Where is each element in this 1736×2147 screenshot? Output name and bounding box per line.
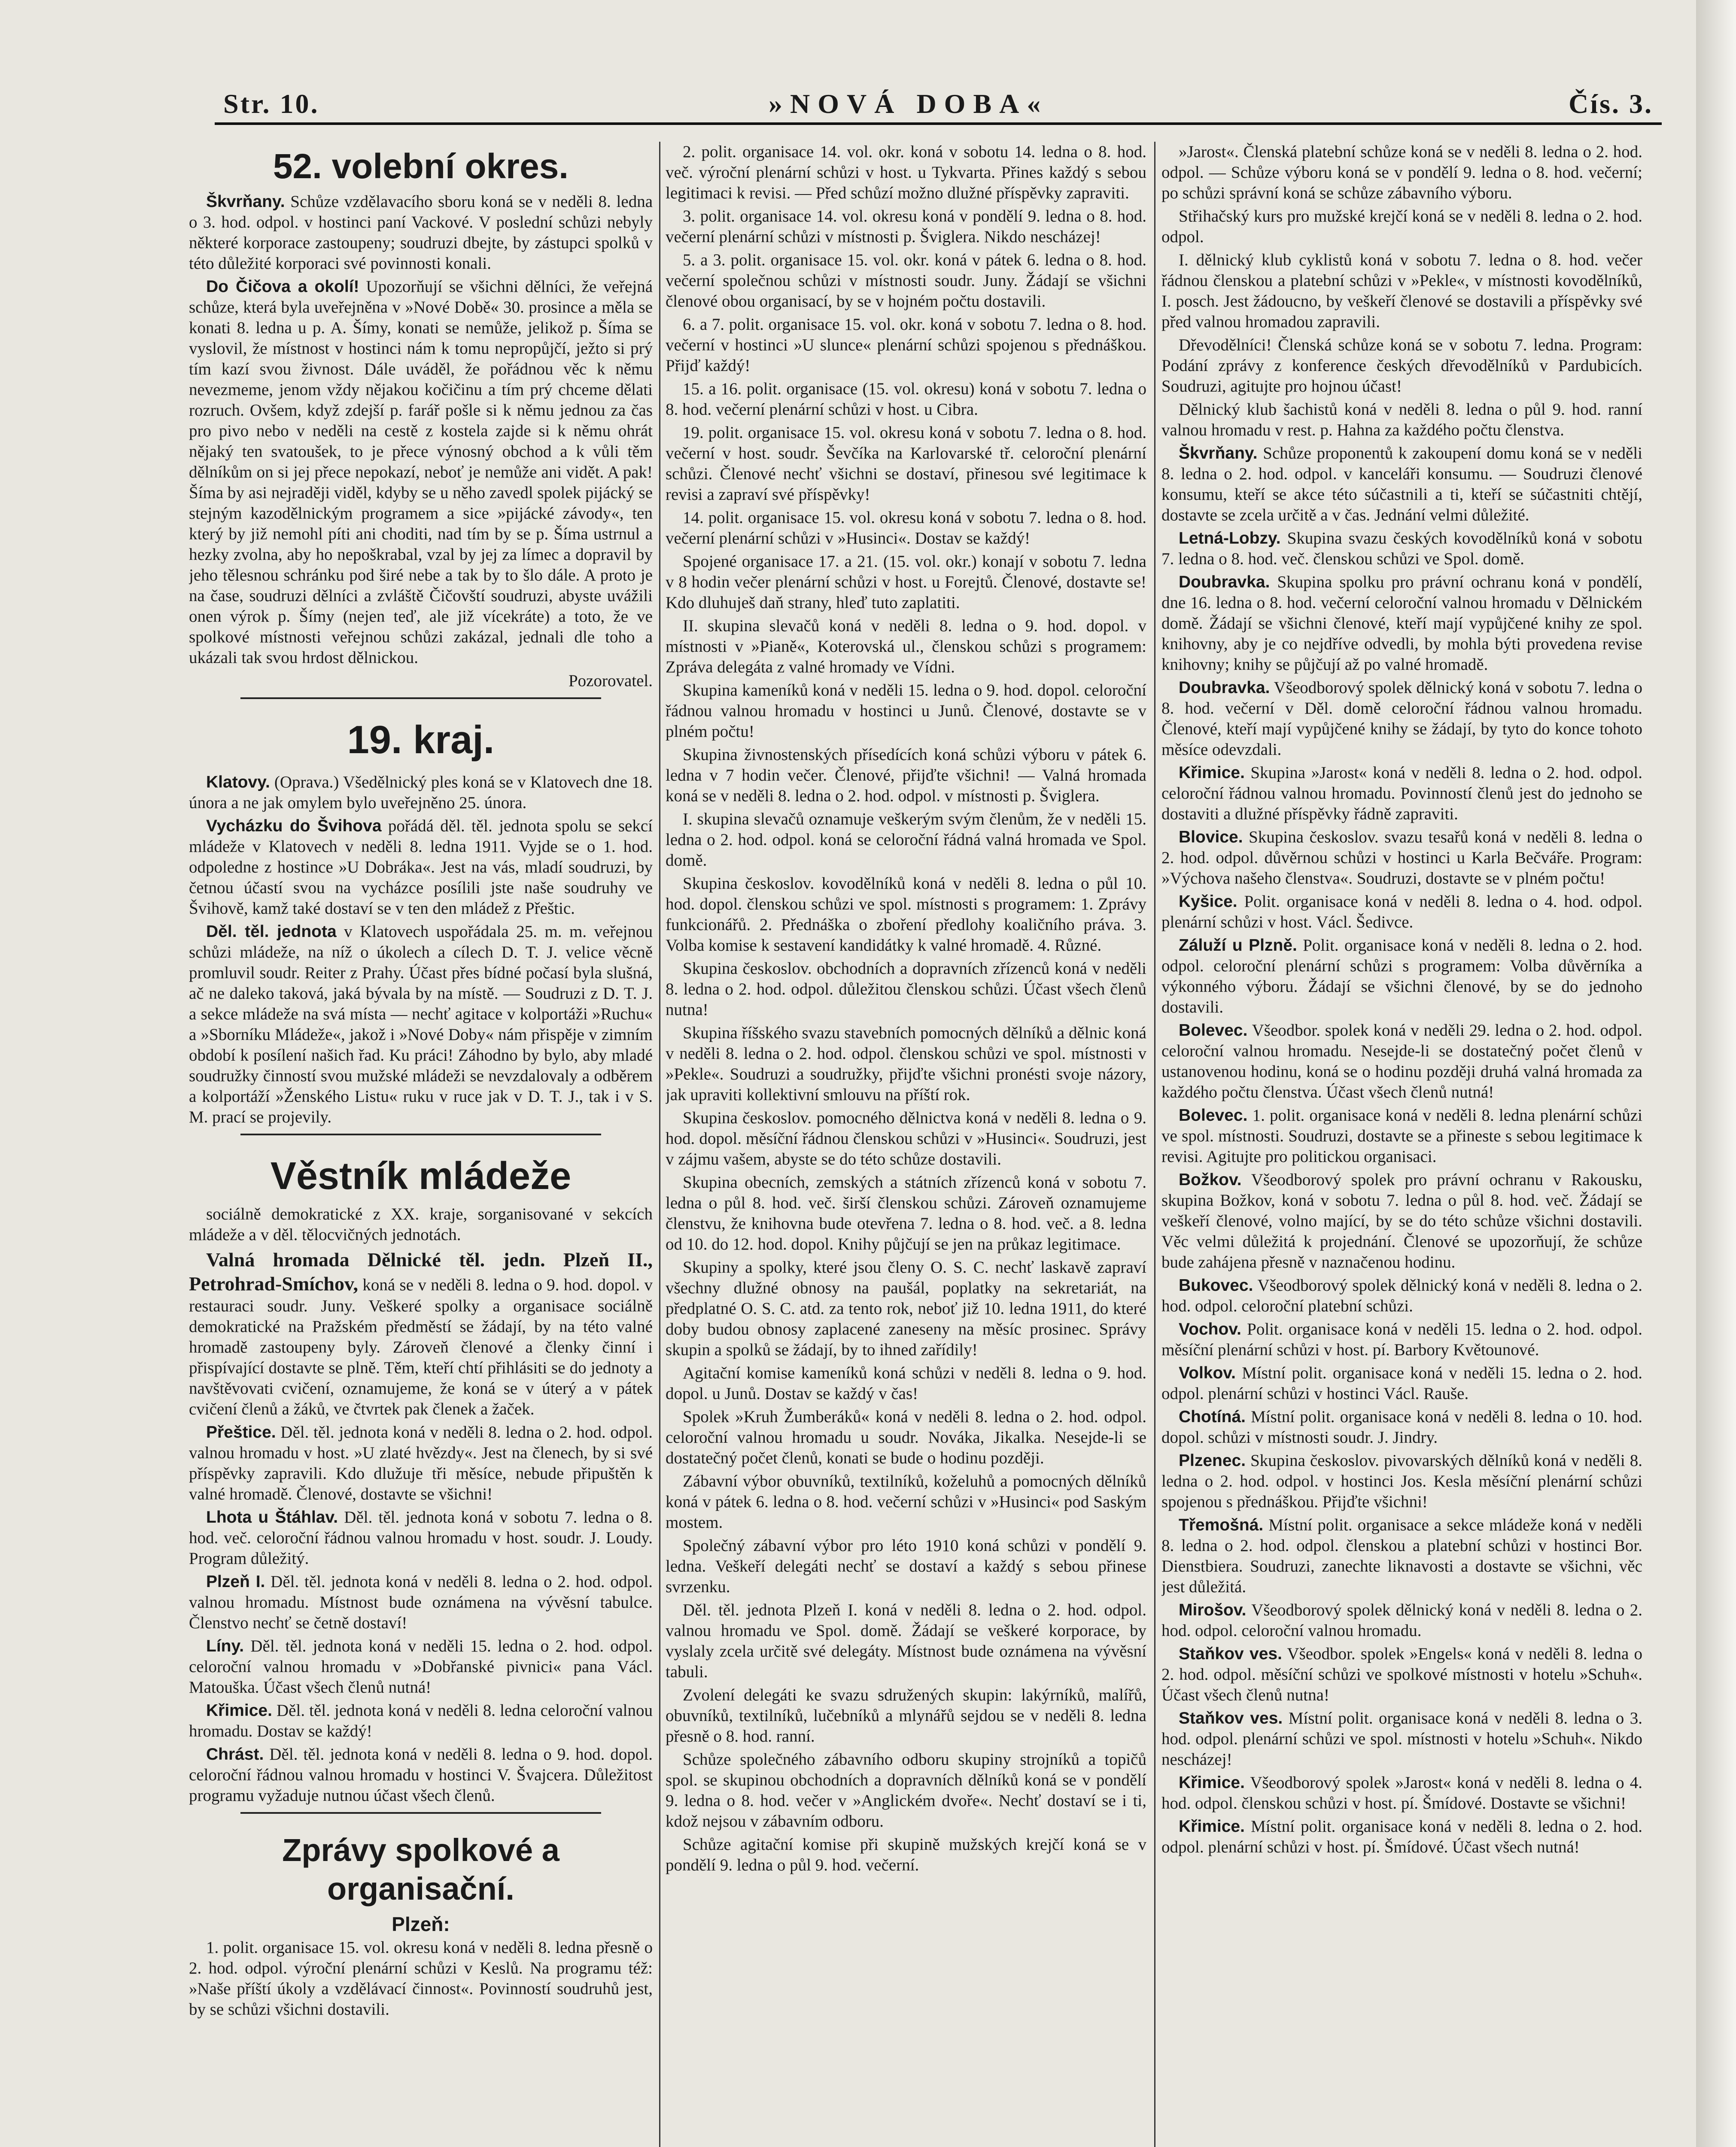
article-text: Místní polit. organisace koná v neděli 8. ledna o 2. hod. odpol. plenární schůzi v host. pí. Šmídové. Účast všech nutná! bbox=[1161, 1817, 1642, 1856]
article: Schůze agitační komise při skupině mužských krejčí koná se v pondělí 9. ledna o půl 9. hod. večerní. bbox=[666, 1835, 1146, 1874]
place-name: Plzeň I. bbox=[206, 1572, 265, 1591]
article bbox=[189, 816, 653, 919]
article bbox=[1161, 1363, 1642, 1404]
place-name: Staňkov ves. bbox=[1179, 1645, 1282, 1663]
place-name: Kyšice. bbox=[1179, 892, 1237, 911]
place-name: Klatovy. bbox=[206, 773, 270, 791]
article: Spolek »Kruh Žumberáků« koná v neděli 8. ledna o 2. hod. odpol. celoroční valnou hromadu u soudr. Nováka, Jikalka. Nesejde-li se dostatečný počet členů, konati se bude o hodinu později. bbox=[666, 1408, 1146, 1467]
article-text: Všeodbor. spolek koná v neděli 29. ledna o 2. hod. odpol. celoroční valnou hromadu. Nesejde-li se dostatečný počet členů v ustanovenou hodinu, koná se o hodinu později druhá valná hromada za každého počtu členstva. Účast všech členů nutná! bbox=[1161, 1021, 1642, 1101]
article: 6. a 7. polit. organisace 15. vol. okr. koná v sobotu 7. ledna o 8. hod. večerní v hostinci »U slunce« plenární schůzi spojenou s přednáškou. Přijď každý! bbox=[666, 315, 1146, 375]
column-divider bbox=[659, 142, 660, 2147]
place-name: Křimice. bbox=[1179, 1773, 1245, 1792]
section-heading: Věstník mládeže bbox=[270, 1155, 572, 1198]
article bbox=[189, 772, 653, 813]
article: Skupiny a spolky, které jsou členy O. S. C. nechť laskavě zapraví všechny dlužné obnosy na paušál, poplatky na sekretariát, na předplatné O. S. C. atd. za tento rok, neboť již 10. ledna 1911, do které doby budou obnosy zaplacené zaneseny na měsíc prosinec. Správy skupin a spolků se žádají, by to ihned zařídily! bbox=[666, 1258, 1146, 1359]
article bbox=[189, 1636, 653, 1698]
page-edge bbox=[1696, 0, 1736, 2147]
place-name: Škvrňany. bbox=[1179, 444, 1258, 462]
article-text: Upozorňují se všichni dělníci, že veřejná schůze, která byla uveřejněna v »Nové Době« 30. prosince a měla se konati 8. ledna u p. A. Šímy, konati se nemůže, jelikož p. Šíma se vyslovil, že místnost v hostinci nám k tomu nepropůjčí, ježto si prý tím kazí svou živnost. Dále uváděl, že pořádnou věc k němu nevezmeme, jenom vždy nějakou kočičinu a tím prý chceme dělati rozruch. Ovšem, když zdejší p. farář pošle si k němu jednou za čas pro pivo nebo v neděli na cestě z kostela zajde si k němu ohrát nějaký ten svatoušek, to je přece výnosný obchod a k vůli těm dělníkům on si jej přece nepokazí, neboť je nemůže ani vidět. A pak! Šíma by asi nejraději viděl, kdyby se u něho zavedl spolek pijácký se stejným kazodělnickým programem a sice »pijácké závody«, ten který by již nemohl píti ani choditi, nad tím by se p. Šíma ustrnul a hezky zvolna, aby ho nepoškrabal, vzal by jej za límec a dopravil by jeho tělesnou schránku pod širé nebe a tak by to šlo dále. A proto je na čase, soudruzi dělníci a zvláště Čičovští soudruzi, abyste uvážili onen výrok p. Šímy (nejen teď, ale již vícekráte) a toto, že ve spolkové místnosti veřejnou schůzi zakázal, jednali dle toho a ukázali tak svou hrdost dělnickou. bbox=[189, 277, 653, 667]
article: 15. a 16. polit. organisace (15. vol. okresu) koná v sobotu 7. ledna o 8. hod. večerní plenární schůzi v host. u Cibra. bbox=[666, 380, 1146, 419]
place-name: Doubravka. bbox=[1179, 678, 1270, 697]
article bbox=[189, 192, 653, 274]
divider bbox=[240, 1812, 601, 1814]
article-text: v Klatovech uspořádala 25. m. m. veřejnou schůzi mládeže, na níž o úkolech a cílech D. T. J. velice věcně promluvil soudr. Reiter z Prahy. Účast přes bídné počasí byla slušná, ač ne daleko taková, jaká bývala by na místě. — Soudruzi z D. T. J. a sekce mládeže na svá místa — nechť agitace v kolportáži »Ruchu« a »Sborníku Mládeže«, jakož i »Nové Doby« nám přispěje v zimním období k posílení našich řad. Ku práci! Záhodno by bylo, aby mladé soudružky činností svou mužské mládeži se nevzdalovaly a odběrem a kolportáží »Ženského Listu« ruku v ruce jak v D. T. J., tak i v S. M. prací se projevily. bbox=[189, 922, 653, 1126]
place-name: Bolevec. bbox=[1179, 1106, 1248, 1125]
article: Schůze společného zábavního odboru skupiny strojníků a topičů spol. se skupinou obchodních a dopravních dělníků koná se v pondělí 9. ledna o 8. hod. večer v »Anglickém dvoře«. Nechť dostaví se i ti, kdož nejsou v zábavním odboru. bbox=[666, 1750, 1146, 1831]
article bbox=[1161, 528, 1642, 569]
column-2 bbox=[666, 142, 1146, 2147]
article bbox=[1161, 1644, 1642, 1706]
place-name: Volkov. bbox=[1179, 1364, 1236, 1382]
newspaper-title: »NOVÁ DOBA« bbox=[769, 88, 1049, 119]
article bbox=[1161, 1773, 1642, 1814]
place-name: Lhota u Štáhlav. bbox=[206, 1508, 338, 1527]
article: Společný zábavní výbor pro léto 1910 koná schůzi v pondělí 9. ledna. Veškeří delegáti nechť se dostaví a každý s sebou přinese svrzenku. bbox=[666, 1536, 1146, 1596]
article-text: Polit. organisace koná v neděli 15. ledna o 2. hod. odpol. měsíční plenární schůzi v host. pí. Barbory Květounové. bbox=[1161, 1320, 1642, 1359]
article: Skupina kameníků koná v neděli 15. ledna o 9. hod. dopol. celoroční řádnou valnou hromadu v hostinci u Junů. Členové, dostavte se v plném počtu! bbox=[666, 681, 1146, 741]
article bbox=[1161, 1515, 1642, 1597]
place-name: Vycházku do Švihova bbox=[206, 817, 382, 835]
article bbox=[189, 1507, 653, 1569]
article bbox=[1161, 572, 1642, 675]
divider bbox=[240, 697, 601, 699]
section-heading: Zprávy spolkové a organisační. bbox=[282, 1832, 559, 1907]
place-name: Božkov. bbox=[1179, 1171, 1242, 1189]
divider bbox=[240, 1134, 601, 1135]
article: Děl. těl. jednota Plzeň I. koná v neděli 8. ledna o 2. hod. odpol. valnou hromadu ve Spol. domě. Žádají se veškeré korporace, by vyslaly zcela určitě své delegáty. Místnost bude oznámena na vývěsní tabuli. bbox=[666, 1601, 1146, 1681]
place-name: Doubravka. bbox=[1179, 573, 1270, 591]
page-number: Str. 10. bbox=[223, 88, 319, 119]
article bbox=[1161, 1708, 1642, 1770]
article bbox=[189, 1422, 653, 1505]
article-text: Děl. těl. jednota koná v sobotu 7. ledna o 8. hod. več. celoroční řádnou valnou hromadu v host. soudr. J. Loudy. Program důležitý. bbox=[189, 1508, 653, 1568]
article bbox=[1161, 1275, 1642, 1317]
article-text: Skupina svazu českých kovodělníků koná v sobotu 7. ledna o 8. hod. več. členskou schůzi ve Spol. domě. bbox=[1161, 529, 1642, 568]
column-3 bbox=[1161, 142, 1642, 2147]
article-text: Místní polit. organisace koná v neděli 8. ledna o 10. hod. dopol. schůzi v místnosti soudr. J. Jindry. bbox=[1161, 1408, 1642, 1447]
article-text: Všeodborový spolek dělnický koná v sobotu 7. ledna o 8. hod. večerní v Děl. domě celoroční řádnou valnou hromadu. Členové, kteří mají vypůjčené knihy se žádají, by tyto do konce tohoto měsíce odevzdali. bbox=[1161, 678, 1642, 759]
article: Spojené organisace 17. a 21. (15. vol. okr.) konají v sobotu 7. ledna v 8 hodin večer plenární schůzi v host. u Forejtů. Členové, dostavte se! Kdo dluhuješ daň strany, hleď tuto zaplatiti. bbox=[666, 552, 1146, 612]
place-name: Křimice. bbox=[1179, 1817, 1245, 1836]
place-name: Plzenec. bbox=[1179, 1451, 1246, 1470]
article-text: Děl. těl. jednota koná v neděli 8. ledna o 2. hod. odpol. valnou hromadu. Místnost bude oznámena na vývěsní tabulce. Členstvo nechť se četně dostaví! bbox=[189, 1572, 653, 1632]
article bbox=[1161, 1170, 1642, 1273]
place-name: Mirošov. bbox=[1179, 1601, 1247, 1619]
article-text: koná se v neděli 8. ledna o 9. hod. dopol. v restauraci soudr. Juny. Veškeré spolky a organisace sociálně demokratické na Pražském předměstí se žádají, by na této valné hromadě zastoupeny byly. Zároveň členové a členky činní i přispívající dostavte se plně. Těm, kteří chtí přihlásiti se do jednoty a navštěvovati cvičení, oznamujeme, že koná se v úterý a v pátek cvičení členů a žáků, ve čtvrtek pak členek a žaček. bbox=[189, 1276, 653, 1418]
article-text: Místní polit. organisace a sekce mládeže koná v neděli 8. ledna o 2. hod. odpol. členskou a platební schůzi v hostinci Bor. Dienstbiera. Soudruzi, zanechte liknavosti a dostavte se všichni, věc jest důležitá. bbox=[1161, 1516, 1642, 1596]
place-name: Škvrňany. bbox=[206, 192, 285, 211]
article bbox=[1161, 678, 1642, 760]
article-text: Děl. těl. jednota koná v neděli 8. ledna o 2. hod. odpol. valnou hromadu v host. »U zlaté hvězdy«. Jest na členech, by si své příspěvky zapravili. Kdo dlužuje tři měsíce, nebude připuštěn k valné hromadě. Členové, dostavte se všichni! bbox=[189, 1423, 653, 1503]
article bbox=[1161, 443, 1642, 526]
article bbox=[189, 921, 653, 1128]
article bbox=[189, 1572, 653, 1633]
article-text: Místní polit. organisace koná v neděli 8. ledna o 3. hod. odpol. plenární schůzi ve spol. místnosti v hotelu »Schuh«. Nikdo nescházej! bbox=[1161, 1709, 1642, 1769]
article: Skupina obecních, zemských a státních zřízenců koná v sobotu 7. ledna o půl 8. hod. več. širší členskou schůzi. Zároveň oznamujeme členstvu, že knihovna bude otevřena 7. ledna o 8. hod. več. a 8. ledna od 10. do 12. hod. dopol. Knihy půjčují se jen na průkaz legitimace. bbox=[666, 1173, 1146, 1253]
article-text: Všeodborový spolek dělnický koná v neděli 8. ledna o 2. hod. odpol. celoroční platební schůzi. bbox=[1161, 1276, 1642, 1315]
article bbox=[1161, 935, 1642, 1018]
column-1 bbox=[189, 142, 653, 2147]
article: I. skupina slevačů oznamuje veškerým svým členům, že v neděli 15. ledna o 2. hod. odpol. koná se celoroční řádná valná hromada ve Spol. domě. bbox=[666, 810, 1146, 870]
article-text: 1. polit. organisace koná v neděli 8. ledna plenární schůzi ve spol. místnosti. Soudruzi, dostavte se a přineste s sebou legitimace k revisi. Agitujte pro politickou organisaci. bbox=[1161, 1106, 1642, 1166]
article: 14. polit. organisace 15. vol. okresu koná v sobotu 7. ledna o 8. hod. večerní plenární schůzi v »Husinci«. Dostav se každý! bbox=[666, 508, 1146, 547]
place-name: Křimice. bbox=[1179, 763, 1245, 782]
article-text: Skupina »Jarost« koná v neděli 8. ledna o 2. hod. odpol. celoroční řádnou valnou hromadu. Povinností členů jest do jednoho se dostaviti a dlužné příspěvky řádně zapraviti. bbox=[1161, 763, 1642, 823]
article-text: Skupina českoslov. svazu tesařů koná v neděli 8. ledna o 2. hod. odpol. důvěrnou schůzi v hostinci u Karla Bečváře. Program: »Výchova našeho členstva«. Soudruzi, dostavte se v plném počtu! bbox=[1161, 828, 1642, 888]
article-text: Všeodborový spolek pro právní ochranu v Rakousku, skupina Božkov, koná v sobotu 7. ledna o půl 8. hod. več. Žádají se veškeří členové, volno mající, by se do této schůze všichni dostavili. Věc velmi důležitá k projednání. Členové se upozorňují, že schůze bude zahájena přesně v naznačenou hodinu. bbox=[1161, 1171, 1642, 1271]
place-name: Vochov. bbox=[1179, 1320, 1241, 1338]
article-text: Všeodborový spolek dělnický koná v neděli 8. ledna o 2. hod. odpol. celoroční valnou hromadu. bbox=[1161, 1601, 1642, 1640]
place-name: Blovice. bbox=[1179, 828, 1243, 846]
article: »Jarost«. Členská platební schůze koná se v neděli 8. ledna o 2. hod. odpol. — Schůze výboru koná se v pondělí 9. ledna o 8. hod. večerní; po schůzi správní koná se schůze zábavního výboru. bbox=[1161, 143, 1642, 202]
article: Skupina říšského svazu stavebních pomocných dělníků a dělnic koná v neděli 8. ledna o 2. hod. odpol. členskou schůzi ve spol. místnosti v »Pekle«. Soudruzi a soudružky, přijďte všichni pronésti svoje názory, jak upraviti kollektivní smlouvu na příští rok. bbox=[666, 1024, 1146, 1104]
article: Agitační komise kameníků koná schůzi v neděli 8. ledna o 9. hod. dopol. u Junů. Dostav se každý v čas! bbox=[666, 1364, 1146, 1403]
column-divider bbox=[1154, 142, 1155, 2147]
article: Skupina českoslov. pomocného dělnictva koná v neděli 8. ledna o 9. hod. dopol. měsíční řádnou členskou schůzi v »Husinci«. Soudruzi, jest v zájmu vašem, abyste se do této schůze dostavili. bbox=[666, 1109, 1146, 1168]
article: 5. a 3. polit. organisace 15. vol. okr. koná v pátek 6. ledna o 8. hod. večerní společnou schůzi v místnosti soudr. Juny. Žádají se všichni členové obou organisací, by se v hojném počtu dostavili. bbox=[666, 251, 1146, 310]
article bbox=[1161, 1600, 1642, 1641]
article bbox=[1161, 763, 1642, 824]
place-name: Chotíná. bbox=[1179, 1408, 1246, 1426]
place-name: Přeštice. bbox=[206, 1423, 276, 1441]
article: 19. polit. organisace 15. vol. okresu koná v sobotu 7. ledna o 8. hod. večerní v host. soudr. Ševčíka na Karlovarské tř. celoroční plenární schůzi. Členové nechť všichni se dostaví, přinesou své legitimace k revisi a zapraví své příspěvky! bbox=[666, 423, 1146, 504]
article bbox=[1161, 1407, 1642, 1448]
article-text: pořádá děl. těl. jednota spolu se sekcí mládeže v Klatovech v neděli 8. ledna 1911. Vyjde se o 1. hod. odpoledne z hostince »U Dobráka«. Jest na vás, mladí soudruzi, by četnou účastí svou na vycházce posílili jste naše soudruhy ve Švihově, kamž také dostaví se v ten den mládež z Přeštic. bbox=[189, 817, 653, 918]
signature: Pozorovatel. bbox=[568, 672, 653, 690]
article bbox=[1161, 1105, 1642, 1167]
article bbox=[1161, 1816, 1642, 1858]
article-text: Místní polit. organisace koná v neděli 15. ledna o 2. hod. odpol. plenární schůzi v hostinci Václ. Rauše. bbox=[1161, 1364, 1642, 1403]
article: II. skupina slevačů koná v neděli 8. ledna o 9. hod. dopol. v místnosti v »Pianě«, Koterovská ul., členskou schůzi s programem: Zpráva delegáta z valné hromady ve Vídni. bbox=[666, 617, 1146, 676]
section-heading: 19. kraj. bbox=[347, 718, 495, 762]
subheading: Plzeň: bbox=[392, 1913, 450, 1935]
section-intro: sociálně demokratické z XX. kraje, sorganisované v sekcích mládeže a v děl. tělocvičných jednotách. bbox=[189, 1205, 653, 1244]
article bbox=[1161, 1451, 1642, 1512]
article bbox=[189, 1744, 653, 1806]
article-text: Děl. těl. jednota koná v neděli 15. ledna o 2. hod. odpol. celoroční valnou hromadu v »Dobřanské pivnici« pana Václ. Matouška. Účast všech členů nutná! bbox=[189, 1637, 653, 1697]
article: 3. polit. organisace 14. vol. okresu koná v pondělí 9. ledna o 8. hod. večerní plenární schůzi v místnosti p. Šviglera. Nikdo nescházej! bbox=[666, 207, 1146, 246]
place-name: Letná-Lobzy. bbox=[1179, 529, 1281, 547]
article bbox=[1161, 1319, 1642, 1360]
article-text: Polit. organisace koná v neděli 8. ledna o 2. hod. odpol. celoroční plenární schůzi s programem: Volba důvěrníka a výkonného výboru. Žádají se všichni členové, by se do jednoho dostavili. bbox=[1161, 936, 1642, 1016]
place-name: Křimice. bbox=[206, 1701, 272, 1720]
place-name: Líny. bbox=[206, 1637, 244, 1655]
article-text: Schůze vzdělavacího sboru koná se v neděli 8. ledna o 3. hod. odpol. v hostinci paní Vackové. V poslední schůzi nebyly některé korporace zastoupeny; soudruzi dbejte, by zástupci spolků v této důležité korporaci své povinnosti konali. bbox=[189, 192, 653, 273]
article-text: Skupina spolku pro právní ochranu koná v pondělí, dne 16. ledna o 8. hod. večerní celoroční valnou hromadu v Dělnickém domě. Žádají se všichni členové, kteří mají vypůjčené knihy ze spol. knihovny, aby je co nejdříve odvedli, by mohla býti provedena revise knihovny; knihy se půjčují až po valné hromadě. bbox=[1161, 573, 1642, 674]
place-name: Chrást. bbox=[206, 1745, 264, 1764]
article: Dřevodělníci! Členská schůze koná se v sobotu 7. ledna. Program: Podání zprávy z konference českých dřevodělníků v Pardubicích. Soudruzi, agitujte pro hojnou účast! bbox=[1161, 336, 1642, 395]
article-text: Všeodbor. spolek »Engels« koná v neděli 8. ledna o 2. hod. odpol. měsíční schůzi ve spolkové místnosti v hotelu »Schuh«. Účast všech členů nutna! bbox=[1161, 1645, 1642, 1704]
article bbox=[189, 277, 653, 668]
article-text: Skupina českoslov. pivovarských dělníků koná v neděli 8. ledna o 2. hod. odpol. v hostinci Jos. Kesla měsíční plenární schůzi spojenou s přednáškou. Přijďte všichni! bbox=[1161, 1451, 1642, 1511]
article: Skupina českoslov. kovodělníků koná v neděli 8. ledna o půl 10. hod. dopol. členskou schůzi ve spol. místnosti s programem: 1. Zprávy funkcionářů. 2. Přednáška o zboření předlohy koaličního práva. 3. Volba komise k sestavení kandidátky k valné hromadě. 4. Různé. bbox=[666, 874, 1146, 955]
article: Střihačský kurs pro mužské krejčí koná se v neděli 8. ledna o 2. hod. odpol. bbox=[1161, 207, 1642, 246]
article-text: Děl. těl. jednota koná v neděli 8. ledna celoroční valnou hromadu. Dostav se každý! bbox=[189, 1701, 653, 1740]
article: Zábavní výbor obuvníků, textilníků, koželuhů a pomocných dělníků koná v pátek 6. ledna o 8. hod. večerní schůzi v »Husinci« pod Saským mostem. bbox=[666, 1472, 1146, 1532]
article bbox=[189, 1700, 653, 1742]
article: Zvolení delegáti ke svazu sdružených skupin: lakýrníků, malířů, obuvníků, textilníků, lučebníků a mlynářů sejdou se v neděli 8. ledna přesně o 8. hod. ranní. bbox=[666, 1686, 1146, 1746]
place-name: Záluží u Plzně. bbox=[1179, 936, 1297, 955]
article: 2. polit. organisace 14. vol. okr. koná v sobotu 14. ledna o 8. hod. več. výroční plenární schůzi v host. u Tykvarta. Přines každý s sebou legitimaci k revisi. — Před schůzí možno dlužné příspěvky zapraviti. bbox=[666, 143, 1146, 202]
place-name: Bukovec. bbox=[1179, 1276, 1253, 1295]
place-name: Děl. těl. jednota bbox=[206, 922, 337, 941]
article-title: Valná hromada Dělnické těl. jedn. Plzeň II., Petrohrad-Smíchov, bbox=[189, 1249, 653, 1295]
page-header bbox=[215, 88, 1662, 125]
article-text: (Oprava.) Všedělnický ples koná se v Klatovech dne 18. února a ne jak omylem bylo uveřejněno 25. února. bbox=[189, 773, 653, 812]
article bbox=[1161, 827, 1642, 889]
place-name: Třemošná. bbox=[1179, 1516, 1264, 1534]
article-text: Schůze proponentů k zakoupení domu koná se v neděli 8. ledna o 2. hod. odpol. v kanceláři konsumu. — Soudruzi členové konsumu, kteří se akce této súčastnili a ti, kteří se súčastniti chtějí, dostavte se zcela určitě a v čas. Jednání velmi důležité. bbox=[1161, 444, 1642, 524]
article: I. dělnický klub cyklistů koná v sobotu 7. ledna o 8. hod. večer řádnou členskou a platební schůzi v »Pekle«, v místnosti kovodělníků, I. posch. Jest žádoucno, by veškeří členové se dostavili a příspěvky své před valnou hromadou zapravili. bbox=[1161, 251, 1642, 331]
place-name: Staňkov ves. bbox=[1179, 1709, 1283, 1727]
article-text: Děl. těl. jednota koná v neděli 8. ledna o 9. hod. dopol. celoroční řádnou valnou hromadu v hostinci V. Švajcera. Důležitost programu vyžaduje nutnou účast všech členů. bbox=[189, 1745, 653, 1805]
article bbox=[1161, 1020, 1642, 1103]
place-name: Bolevec. bbox=[1179, 1021, 1248, 1040]
section-heading: 52. volební okres. bbox=[273, 147, 569, 186]
issue-number: Čís. 3. bbox=[1569, 88, 1653, 119]
article: Skupina živnostenských přísedících koná schůzi výboru v pátek 6. ledna v 7 hodin večer. Členové, přijďte všichni! — Valná hromada koná se v neděli 8. ledna o 2. hod. odpol. v místnosti p. Šviglera. bbox=[666, 745, 1146, 805]
article: 1. polit. organisace 15. vol. okresu koná v neděli 8. ledna přesně o 2. hod. odpol. výroční plenární schůzi v Keslů. Na programu též: »Naše příští úkoly a vzdělávací činnost«. Povinností soudruhů jest, by se schůzi všichni dostavili. bbox=[189, 1938, 653, 2019]
article: Skupina českoslov. obchodních a dopravních zřízenců koná v neděli 8. ledna o 2. hod. odpol. důležitou členskou schůzi. Účast všech členů nutna! bbox=[666, 959, 1146, 1019]
article bbox=[1161, 891, 1642, 933]
article: Dělnický klub šachistů koná v neděli 8. ledna o půl 9. hod. ranní valnou hromadu v rest. p. Hahna za každého počtu členstva. bbox=[1161, 400, 1642, 439]
article-text: Všeodborový spolek »Jarost« koná v neděli 8. ledna o 4. hod. odpol. členskou schůzi v host. pí. Šmídové. Dostavte se všichni! bbox=[1161, 1773, 1642, 1812]
article-text: Polit. organisace koná v neděli 8. ledna o 4. hod. odpol. plenární schůzi v host. Václ. Šedivce. bbox=[1161, 892, 1642, 931]
place-name: Do Čičova a okolí! bbox=[206, 277, 359, 296]
article bbox=[189, 1248, 653, 1420]
